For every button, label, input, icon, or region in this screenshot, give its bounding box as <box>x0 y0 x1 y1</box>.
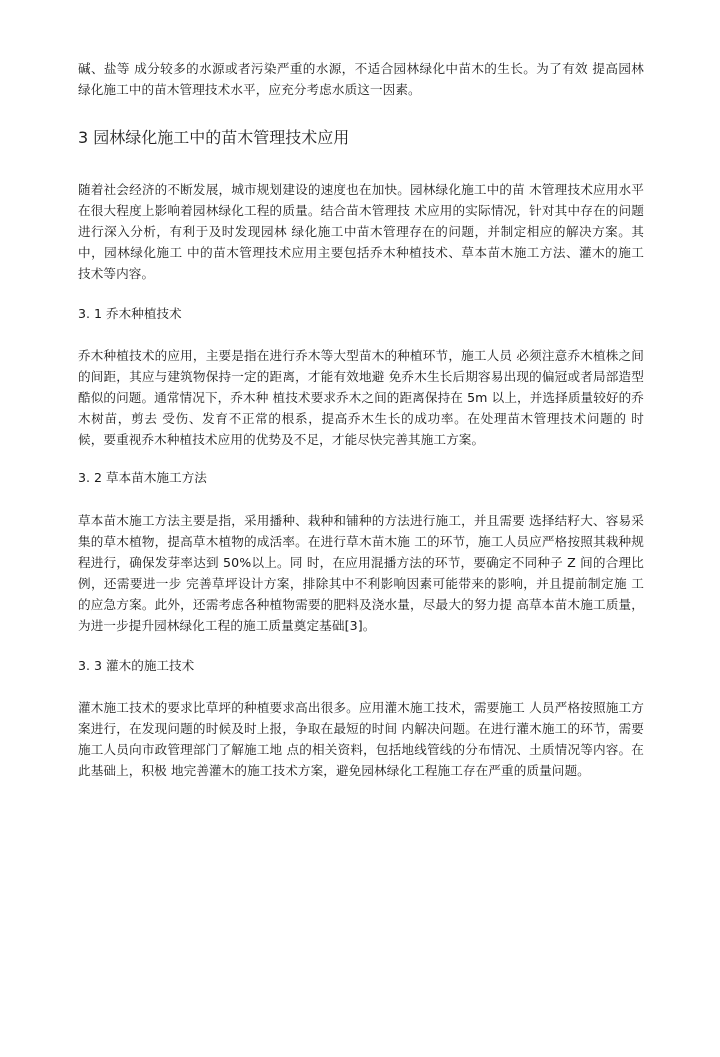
subsection-body-3-3: 灌木施工技术的要求比草坪的种植要求高出很多。应用灌木施工技术，需要施工 人员严格按照施工方案进行，在发现问题的时候及时上报，争取在最短的时间 内解决问题。在进行灌木施工的环节，需要施工人员向市政管理部门了解施工地 点的相关资料，包括地线管线的分布情况、土质情况等内容。在此基础上，积极 地完善灌木的施工技术方案，避免园林绿化工程施工存在严重的质量问题。 <box>78 700 644 778</box>
subsection-heading-3-2: 3. 2 草本苗木施工方法 <box>78 470 207 485</box>
section-heading: 3 园林绿化施工中的苗木管理技术应用 <box>78 128 350 147</box>
document-page <box>78 58 644 781</box>
section-paragraph: 随着社会经济的不断发展，城市规划建设的速度也在加快。园林绿化施工中的苗 木管理技术应用水平在很大程度上影响着园林绿化工程的质量。结合苗木管理技 术应用的实际情况，针对其中存在的问题进行深入分析，有利于及时发现园林 绿化施工中苗木管理存在的问题，并制定相应的解决方案。其中，园林绿化施工 中的苗木管理技术应用主要包括乔木种植技术、草本苗木施工方法、灌木的施工 技术等内容。 <box>78 182 644 281</box>
intro-paragraph: 碱、盐等 成分较多的水源或者污染严重的水源，不适合园林绿化中苗木的生长。为了有效 提高园林绿化施工中的苗木管理技术水平，应充分考虑水质这一因素。 <box>78 61 644 97</box>
subsection-body-3-1: 乔木种植技术的应用，主要是指在进行乔木等大型苗木的种植环节，施工人员 必须注意乔木植株之间的间距，其应与建筑物保持一定的距离，才能有效地避 免乔木生长后期容易出现的偏冠或者局部造型酷似的问题。通常情况下，乔木种 植技术要求乔木之间的距离保持在 5m 以上，并选择质量较好的乔木树苗，剪去 受伤、发育不正常的根系，提高乔木生长的成功率。在处理苗木管理技术问题的 时候，要重视乔木种植技术应用的优势及不足，才能尽快完善其施工方案。 <box>78 348 644 447</box>
subsection-body-3-2: 草本苗木施工方法主要是指，采用播种、栽种和铺种的方法进行施工，并且需要 选择结籽大、容易采集的草木植物，提高草木植物的成活率。在进行草木苗木施 工的环节，施工人员应严格按照其栽种规程进行，确保发芽率达到 50%以上。同 时，在应用混播方法的环节，要确定不同种子 Z 间的合理比例，还需要进一步 完善草坪设计方案，排除其中不利影响因素可能带来的影响，并且提前制定施 工的应急方案。此外，还需考虑各种植物需要的肥料及浇水量，尽最大的努力提 高草本苗木施工质量，为进一步提升园林绿化工程的施工质量奠定基础[3]。 <box>78 513 644 633</box>
subsection-heading-3-3: 3. 3 灌木的施工技术 <box>78 658 195 673</box>
subsection-heading-3-1: 3. 1 乔木种植技术 <box>78 306 182 321</box>
